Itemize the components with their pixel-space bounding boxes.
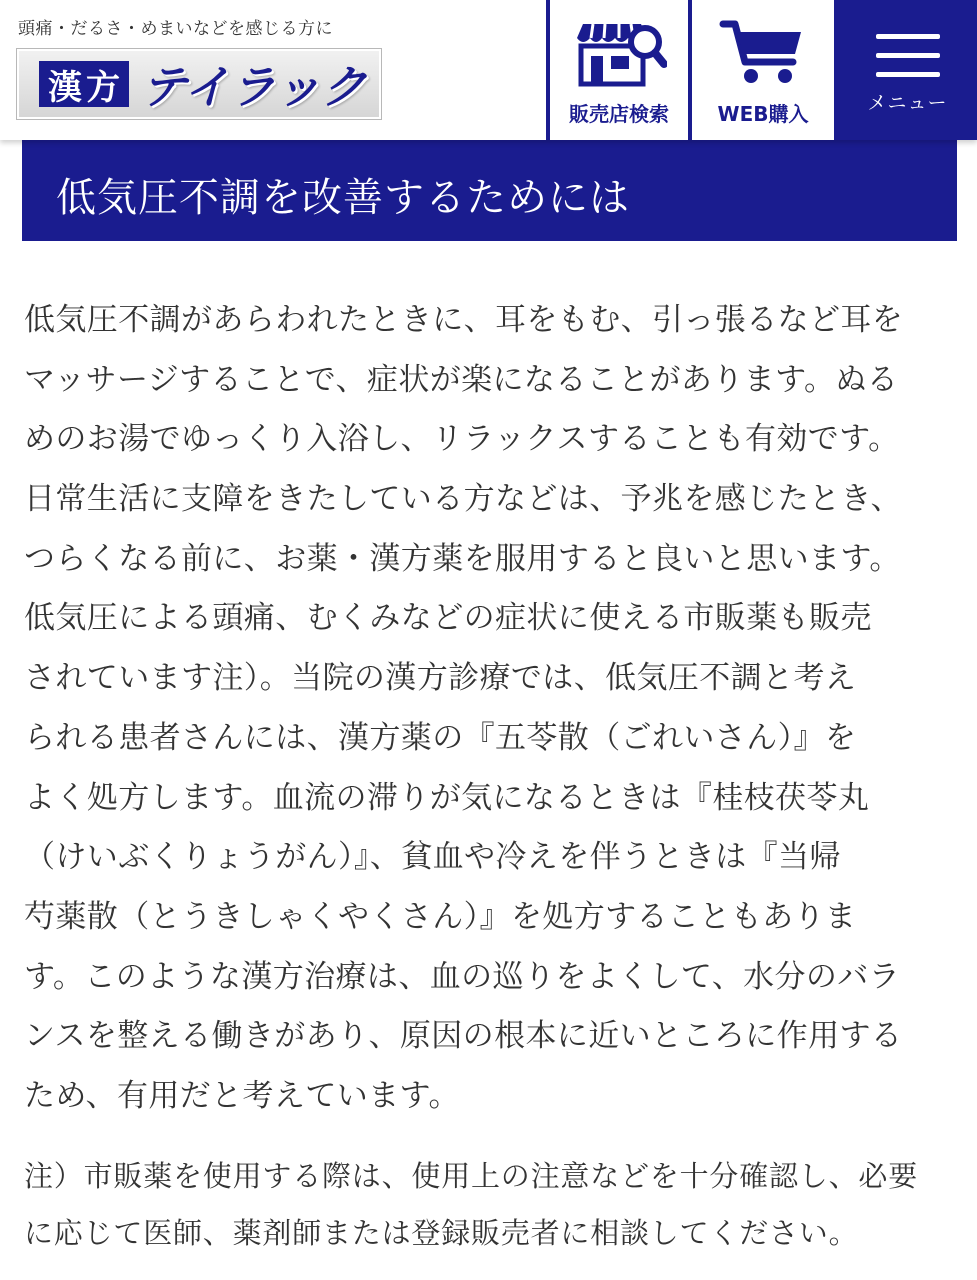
hamburger-menu-icon: [876, 34, 940, 78]
store-search-button[interactable]: [546, 0, 692, 140]
logo-kanpo-mark: 漢方: [39, 61, 129, 107]
body-line: マッサージすることで、症状が楽になることがあります。ぬる: [24, 361, 899, 398]
body-line: （けいぶくりょうがん）』、貧血や冷えを伴うときは『当帰: [24, 839, 841, 876]
body-line: めのお湯でゆっくり入浴し、リラックスすることも有効です。: [24, 421, 900, 458]
section-title: 低気圧不調を改善するためには: [56, 175, 630, 221]
body-line: 日常生活に支障をきたしている方などは、予兆を感じたとき、: [24, 481, 902, 518]
site-header: [0, 0, 977, 140]
body-line: ため、有用だと考えています。: [24, 1077, 460, 1114]
web-purchase-label: WEB購入: [717, 102, 809, 126]
body-line: 芍薬散（とうきしゃくやくさん）』を処方することもありま: [24, 898, 857, 935]
header-tagline: 頭痛・だるさ・めまいなどを感じる方に: [18, 19, 333, 39]
article-note: [24, 1148, 956, 1262]
body-line: ンスを整える働きがあり、原因の根本に近いところに作用する: [24, 1018, 903, 1055]
body-line: されています注）。当院の漢方診療では、低気圧不調と考え: [24, 660, 857, 697]
cart-icon: [715, 16, 811, 88]
site-logo[interactable]: [16, 48, 382, 120]
logo-brand-name: テイラック: [141, 60, 367, 114]
menu-button[interactable]: [838, 0, 977, 140]
body-line: す。このような漢方治療は、血の巡りをよくして、水分のバラ: [24, 958, 901, 995]
body-line: つらくなる前に、お薬・漢方薬を服用すると良いと思います。: [24, 540, 901, 577]
menu-label: メニュー: [867, 92, 948, 114]
body-line: られる患者さんには、漢方薬の『五苓散（ごれいさん）』を: [24, 719, 857, 756]
body-line: 低気圧による頭痛、むくみなどの症状に使える市販薬も販売: [24, 600, 872, 637]
web-purchase-button[interactable]: [692, 0, 838, 140]
article-body: [24, 291, 956, 1127]
store-search-label: 販売店検索: [569, 102, 669, 126]
note-line: に応じて医師、薬剤師または登録販売者に相談してください。: [24, 1216, 859, 1250]
body-line: よく処方します。血流の滞りが気になるときは『桂枝茯苓丸: [24, 779, 870, 816]
note-line: 注）市販薬を使用する際は、使用上の注意などを十分確認し、必要: [24, 1159, 919, 1193]
section-title-band: [22, 140, 957, 241]
store-search-icon: [571, 16, 667, 88]
body-line: 低気圧不調があらわれたときに、耳をもむ、引っ張るなど耳を: [24, 302, 904, 338]
